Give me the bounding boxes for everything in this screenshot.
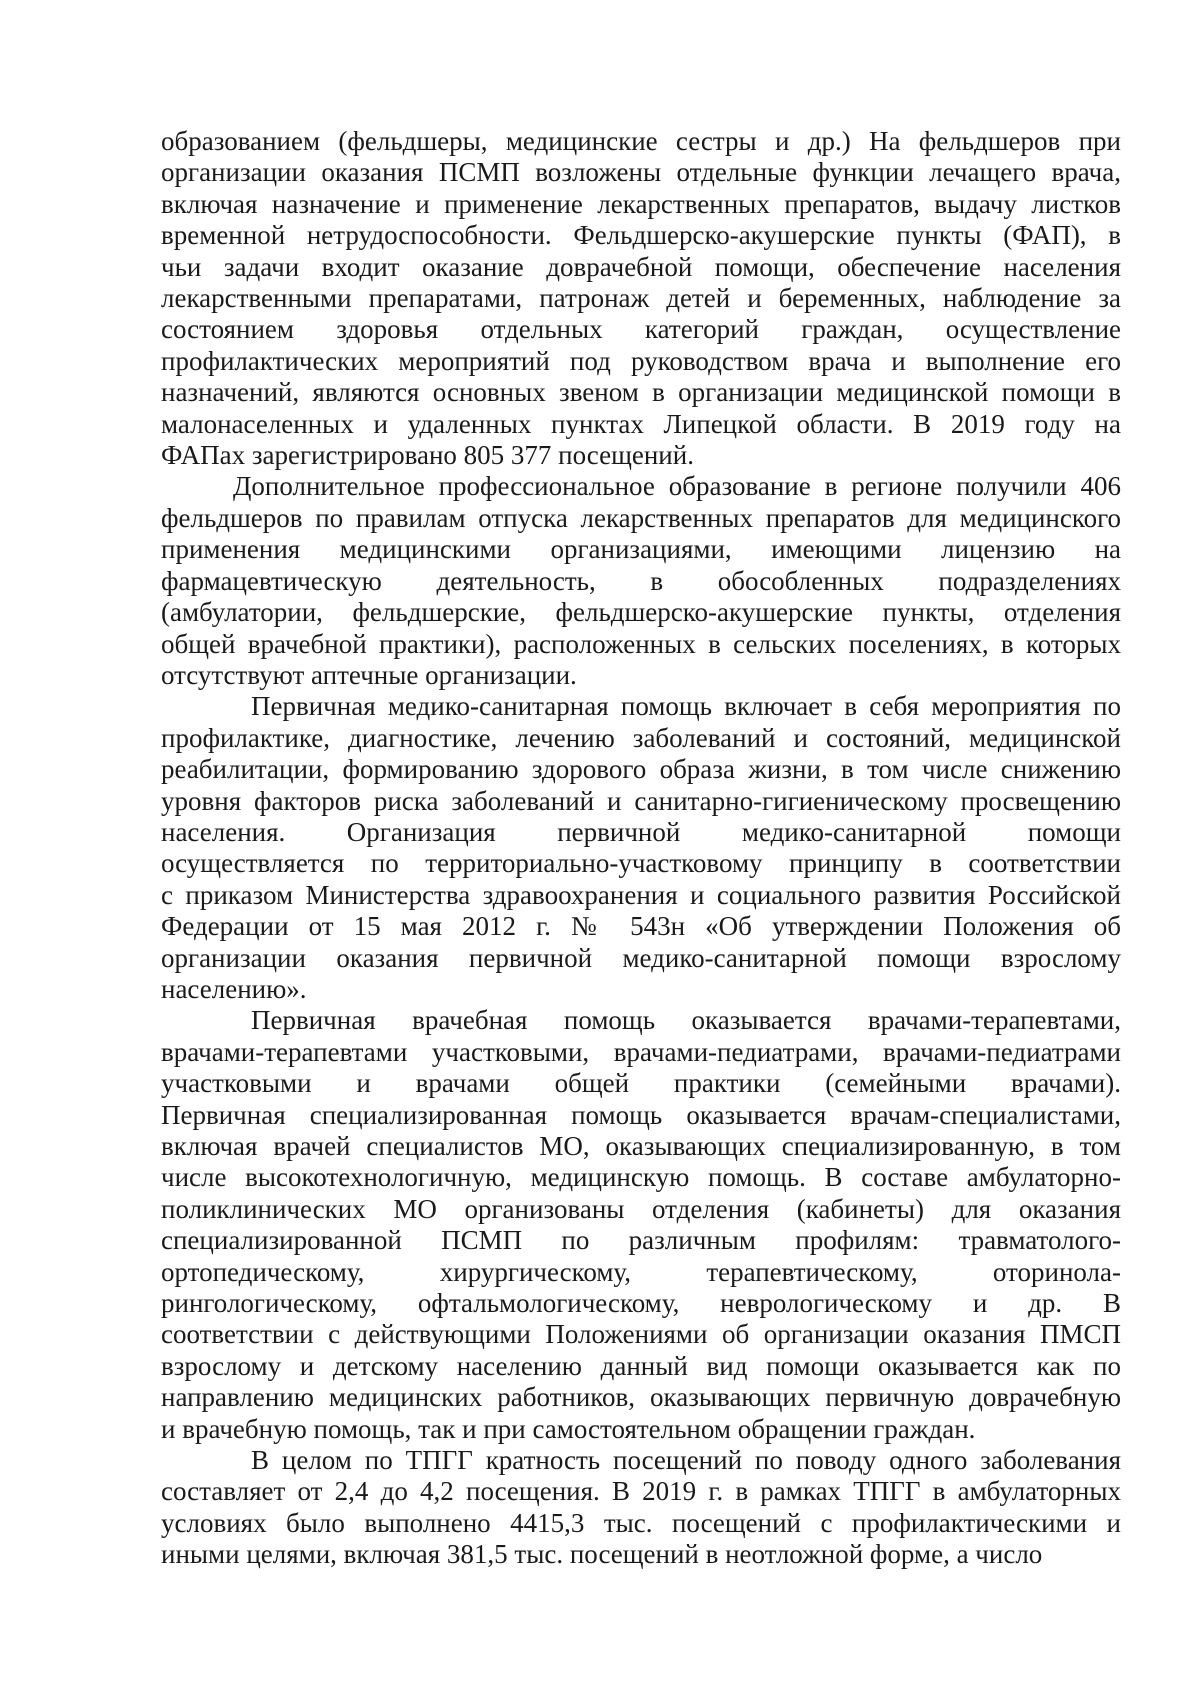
text-line: Первичная врачебная помощь оказывается врачами-терапевтами, [251,1005,1121,1036]
text-line: составляет от 2,4 до 4,2 посещения. В 2019 г. в рамках ТПГГ в амбулаторных [161,1476,1121,1507]
text-line: В целом по ТПГГ кратность посещений по поводу одного заболевания [251,1445,1121,1476]
text-line: реабилитации, формированию здорового образа жизни, в том числе снижению [161,754,1121,785]
text-line: назначений, являются основных звеном в организации медицинской помощи в [161,377,1121,408]
text-line: организации оказания первичной медико-санитарной помощи взрослому [161,942,1121,973]
text-line: фармацевтическую деятельность, в обособленных подразделениях [161,565,1121,596]
text-line: с приказом Министерства здравоохранения и социального развития Российской [161,879,1121,910]
paragraph-p2 [161,471,1121,691]
text-line: Дополнительное профессиональное образование в регионе получили 406 [233,471,1121,502]
text-line: профилактике, диагностике, лечению заболеваний и состояний, медицинской [161,722,1121,753]
text-line: врачами-терапевтами участковыми, врачами-педиатрами, врачами-педиатрами [161,1036,1121,1067]
text-line: лекарственными препаратами, патронаж детей и беременных, наблюдение за [161,283,1121,314]
text-line: общей врачебной практики), расположенных в сельских поселениях, в которых [161,628,1121,659]
text-line: условиях было выполнено 4415,3 тыс. посещений с профилактическими и [161,1507,1121,1538]
text-line: образованием (фельдшеры, медицинские сестры и др.) На фельдшеров при [161,126,1121,156]
text-line: взрослому и детскому населению данный вид помощи оказывается как по [161,1350,1121,1381]
text-line: уровня факторов риска заболеваний и санитарно-гигиеническому просвещению [161,785,1121,816]
text-line: ФАПах зарегистрировано 805 377 посещений. [161,440,694,471]
paragraph-p4 [161,1005,1121,1445]
text-line: отсутствуют аптечные организации. [161,659,577,690]
text-line: ортопедическому, хирургическому, терапевтическому, оторинола- [161,1256,1121,1287]
paragraph-p5 [161,1445,1121,1571]
text-line: профилактических мероприятий под руководством врача и выполнение его [161,345,1121,376]
text-line: чьи задачи входит оказание доврачебной помощи, обеспечение населения [161,251,1121,282]
text-line: малонаселенных и удаленных пунктах Липецкой области. В 2019 году на [161,408,1121,439]
text-line: включая врачей специалистов МО, оказывающих специализированную, в том [161,1131,1121,1161]
text-line: иными целями, включая 381,5 тыс. посещений в неотложной форме, а число [161,1539,1043,1570]
text-line: направлению медицинских работников, оказывающих первичную доврачебную [161,1382,1121,1413]
text-line: фельдшеров по правилам отпуска лекарственных препаратов для медицинского [161,502,1121,533]
text-line: соответствии с действующими Положениями об организации оказания ПМСП [161,1319,1121,1350]
text-line: состоянием здоровья отдельных категорий граждан, осуществление [161,314,1121,345]
text-line: участковыми и врачами общей практики (семейными врачами). [161,1068,1121,1099]
text-line: поликлинических МО организованы отделения (кабинеты) для оказания [161,1193,1121,1224]
text-line: включая назначение и применение лекарственных препаратов, выдачу листков [161,188,1121,219]
text-line: Первичная специализированная помощь оказывается врачам-специалистами, [161,1099,1121,1130]
paragraph-p1 [161,126,1121,471]
text-line: специализированной ПСМП по различным профилям: травматолого- [161,1225,1121,1256]
text-line: Федерации от 15 мая 2012 г. № 543н «Об утверждении Положения об [161,911,1121,942]
text-line: организации оказания ПСМП возложены отдельные функции лечащего врача, [161,157,1121,188]
text-line: населения. Организация первичной медико-санитарной помощи [161,816,1121,847]
text-line: Первичная медико-санитарная помощь включает в себя мероприятия по [251,691,1121,722]
document-body [161,126,1121,1571]
text-line: населению». [161,973,307,1004]
text-line: временной нетрудоспособности. Фельдшерско-акушерские пункты (ФАП), в [161,220,1121,251]
text-line: числе высокотехнологичную, медицинскую помощь. В составе амбулаторно- [161,1162,1121,1193]
text-line: применения медицинскими организациями, имеющими лицензию на [161,534,1121,565]
text-line: (амбулатории, фельдшерские, фельдшерско-акушерские пункты, отделения [161,597,1121,628]
paragraph-p3 [161,691,1121,1005]
text-line: рингологическому, офтальмологическому, неврологическому и др. В [161,1288,1121,1319]
text-line: осуществляется по территориально-участковому принципу в соответствии [161,848,1121,879]
text-line: и врачебную помощь, так и при самостоятельном обращении граждан. [161,1413,976,1444]
